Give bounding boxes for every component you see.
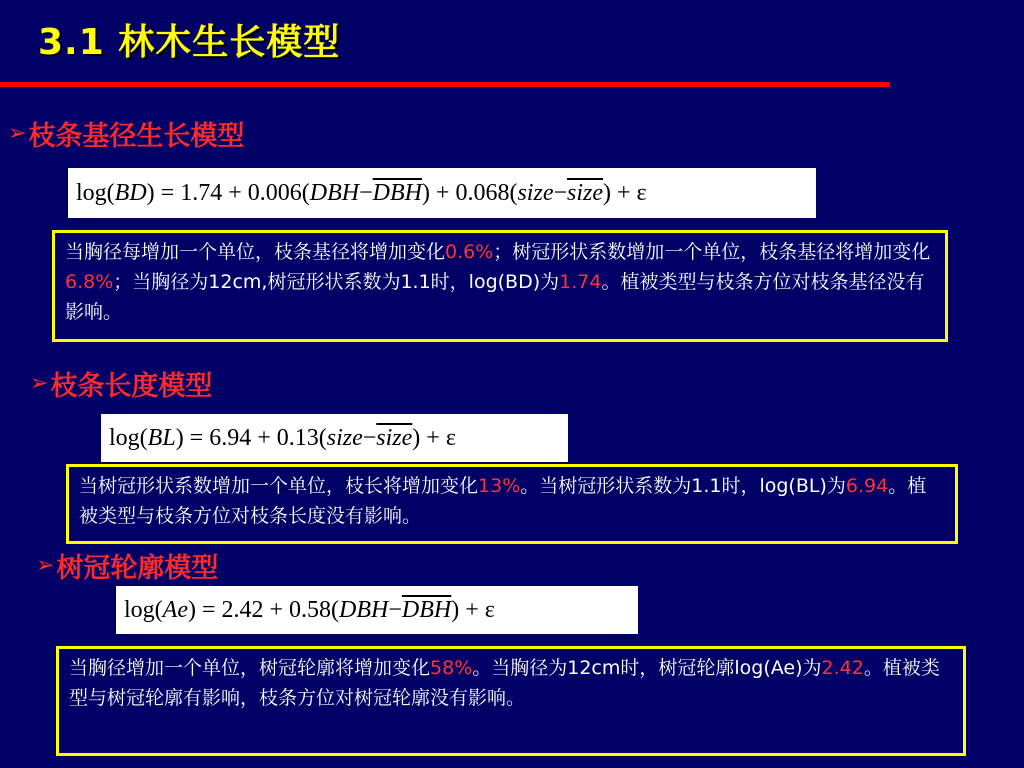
desc-highlight: 2.42 (821, 657, 864, 679)
desc-text: 当树冠形状系数增加一个单位，枝长将增加变化 (79, 475, 479, 497)
desc-text: 。植被类型与枝条方位对枝条长度没有影响。 (79, 475, 927, 527)
section-heading-crown-profile (36, 546, 218, 585)
formula-var-mean: size (567, 179, 604, 206)
desc-text: 当胸径每增加一个单位，枝条基径将增加变化 (65, 241, 446, 263)
formula-text: − (359, 179, 373, 206)
desc-highlight: 6.8% (65, 271, 114, 293)
desc-text: 。植被类型与树冠轮廓有影响，枝条方位对树冠轮廓没有影响。 (69, 657, 940, 709)
desc-text: ；当胸径为12cm,树冠形状系数为1.1时，log(BD)为 (113, 271, 560, 293)
desc-text: 。当胸径为12cm时，树冠轮廓log(Ae)为 (472, 657, 822, 679)
formula-text: ) = 2.42 + 0.58( (187, 596, 340, 623)
desc-highlight: 0.6% (445, 241, 494, 263)
section-heading-label: 枝条基径生长模型 (28, 121, 245, 152)
desc-highlight: 58% (430, 657, 473, 679)
arrow-bullet-icon: ➢ (36, 553, 55, 578)
description-box-branch-diameter (52, 230, 948, 342)
formula-text: ) + ε (603, 179, 647, 206)
desc-text: 。当树冠形状系数为1.1时，log(BL)为 (520, 475, 846, 497)
formula-var: BD (114, 179, 147, 206)
formula-text: − (388, 596, 402, 623)
desc-highlight: 6.94 (845, 475, 889, 497)
description-box-crown-profile (56, 646, 966, 756)
formula-branch-length (101, 414, 568, 462)
formula-var-mean: size (376, 424, 413, 451)
desc-highlight: 1.74 (559, 271, 602, 293)
arrow-bullet-icon: ➢ (8, 121, 27, 146)
section-heading-branch-length (30, 364, 212, 403)
formula-text: ) + ε (451, 596, 495, 623)
description-box-branch-length (66, 464, 958, 544)
formula-crown-profile (116, 586, 638, 634)
formula-text: − (553, 179, 568, 206)
formula-text: ) = 1.74 + 0.006( (146, 179, 310, 206)
formula-text: ) = 6.94 + 0.13( (175, 424, 327, 451)
section-heading-branch-diameter (8, 114, 244, 153)
formula-var: BL (147, 424, 176, 451)
arrow-bullet-icon: ➢ (30, 371, 49, 396)
formula-branch-diameter (68, 168, 816, 218)
formula-text: ) + 0.068( (421, 179, 518, 206)
formula-var: size (326, 424, 363, 451)
formula-var-mean: $\overline{DBH}$ (401, 596, 452, 623)
formula-var: size (517, 179, 554, 206)
formula-var: Ae (162, 596, 188, 623)
title-divider (0, 82, 890, 87)
formula-text: ) + ε (412, 424, 456, 451)
formula-text: log( (124, 596, 163, 623)
formula-var: DBH (339, 596, 389, 623)
formula-text: log( (109, 424, 148, 451)
desc-highlight: 13% (478, 475, 521, 497)
formula-var: DBH (309, 179, 360, 206)
formula-text: − (362, 424, 377, 451)
section-heading-label: 枝条长度模型 (50, 371, 213, 402)
desc-text: ；树冠形状系数增加一个单位，枝条基径将增加变化 (493, 241, 931, 263)
formula-text: log( (76, 179, 115, 206)
page-title: 3.1 林木生长模型 (38, 22, 341, 63)
formula-var-mean: $\overline{DBH}$ (372, 179, 422, 206)
section-heading-label: 树冠轮廓模型 (56, 553, 219, 584)
desc-text: 当胸径增加一个单位，树冠轮廓将增加变化 (69, 657, 431, 679)
desc-text: 。植被类型与枝条方位对枝条基径没有影响。 (65, 271, 925, 323)
